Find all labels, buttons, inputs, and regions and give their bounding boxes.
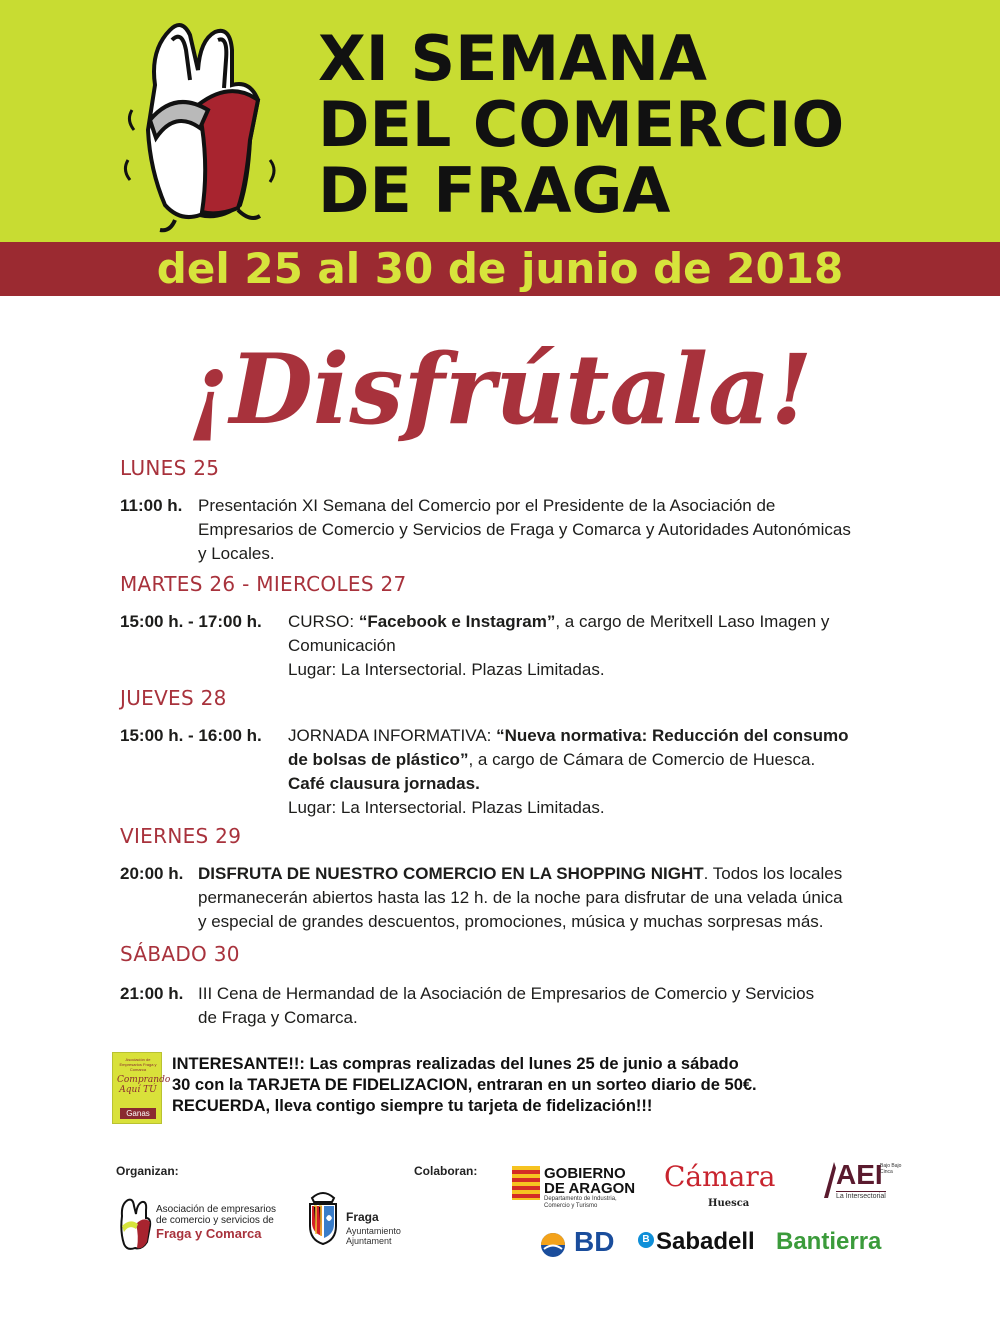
title-line-1: XI SEMANA [318,22,708,95]
day-heading-lunes: LUNES 25 [120,456,220,480]
title-line-3: DE FRAGA [318,154,671,227]
colaboran-label: Colaboran: [414,1164,478,1178]
gobierno-name: GOBIERNO DE ARAGON [544,1165,636,1197]
organizan-label: Organizan: [116,1164,179,1178]
main-title [318,22,845,227]
event-line: y especial de grandes descuentos, promociones, música y muchas sorpresas más. [198,912,824,931]
camara-name: Cámara [664,1160,776,1193]
event-line: de bolsas de plástico”, a cargo de Cámara de Comercio de Huesca. [288,750,816,769]
event-line: permanecerán abiertos hasta las 12 h. de la noche para disfrutar de una velada única [198,888,843,907]
note-line: 30 con la TARJETA DE FIDELIZACION, entraran en un sorteo diario de 50€. [172,1076,757,1094]
date-band [0,242,1000,296]
event-time: 11:00 h. [120,496,183,515]
day-heading-viernes: VIERNES 29 [120,824,242,848]
bantierra-logo: Bantierra [776,1228,882,1255]
note-line: RECUERDA, lleva contigo siempre tu tarjeta de fidelización!!! [172,1097,653,1115]
badge-middle-text: Comprando Aquí TÚ [117,1075,171,1095]
asociacion-name: Fraga y Comarca [156,1226,262,1241]
aei-sub: Bajo Bajo Cinca [880,1163,902,1175]
event-time: 20:00 h. [120,864,184,883]
event-line: Comunicación [288,636,396,655]
fraga-name: Fraga [346,1210,379,1224]
event-line: Empresarios de Comercio y Servicios de Fraga y Comarca y Autoridades Autonómicas [198,520,851,539]
title-line-2: DEL COMERCIO [318,88,845,161]
event-line: III Cena de Hermandad de la Asociación de Empresarios de Comercio y Servicios [198,984,815,1003]
aei-intersectorial: La Intersectorial [836,1193,886,1200]
bd-sun-icon [536,1228,570,1258]
event-line: Café clausura jornadas. [288,774,480,793]
mascot-small-icon [116,1196,152,1254]
aragon-flag-icon [512,1166,540,1200]
gobierno-aragon-logo [512,1164,642,1216]
event-time: 21:00 h. [120,984,184,1003]
day-heading-jueves: JUEVES 28 [120,686,227,710]
event-line: Lugar: La Intersectorial. Plazas Limitadas. [288,798,605,817]
event-time: 15:00 h. - 16:00 h. [120,726,262,745]
event-line: JORNADA INFORMATIVA: “Nueva normativa: Reducción del consumo [288,726,849,745]
event-line: Lugar: La Intersectorial. Plazas Limitadas. [288,660,605,679]
event-line: DISFRUTA DE NUESTRO COMERCIO EN LA SHOPPING NIGHT. Todos los locales [198,864,843,883]
note-text [172,1054,912,1117]
ayuntamiento-fraga-logo [300,1188,410,1268]
bd-name: BD [574,1226,615,1257]
bd-bank-logo [536,1224,626,1264]
event-line: CURSO: “Facebook e Instagram”, a cargo de Meritxell Laso Imagen y [288,612,830,631]
sabadell-logo [638,1228,758,1262]
event-line: de Fraga y Comarca. [198,1008,358,1027]
camara-city: Huesca [708,1198,750,1209]
gobierno-sub: Departamento de Industria, Comercio y Turismo [544,1196,617,1209]
header-banner [0,0,1000,242]
sabadell-mark-icon: B [638,1232,654,1248]
badge-bottom-text: Ganas [120,1108,156,1119]
badge-top-text: Asociación de Empresarios Fraga y Comarca [119,1057,157,1072]
aei-mark-icon [820,1160,836,1200]
camara-huesca-logo [664,1160,798,1214]
fraga-sub: Ayuntamiento Ajuntament [346,1226,401,1246]
day-heading-martes: MARTES 26 - MIERCOLES 27 [120,572,407,596]
asociacion-line: Asociación de empresarios de comercio y servicios de [156,1204,277,1226]
comprando-aqui-badge [112,1052,171,1124]
note-line: INTERESANTE!!: Las compras realizadas del lunes 25 de junio a sábado [172,1055,739,1073]
event-line: y Locales. [198,544,275,563]
event-time: 15:00 h. - 17:00 h. [120,612,262,631]
aei-name: AEI [836,1159,883,1190]
aei-intersectorial-logo [820,1160,900,1206]
fraga-crest-icon [304,1188,342,1246]
date-range: del 25 al 30 de junio de 2018 [156,244,844,293]
mascot-bag-icon [120,10,280,235]
slogan: ¡Disfrútala! [187,333,813,446]
event-line: Presentación XI Semana del Comercio por el Presidente de la Asociación de [198,496,776,515]
day-heading-sabado: SÁBADO 30 [120,942,240,966]
asociacion-logo [116,1194,296,1260]
sabadell-name: Sabadell [656,1228,755,1255]
